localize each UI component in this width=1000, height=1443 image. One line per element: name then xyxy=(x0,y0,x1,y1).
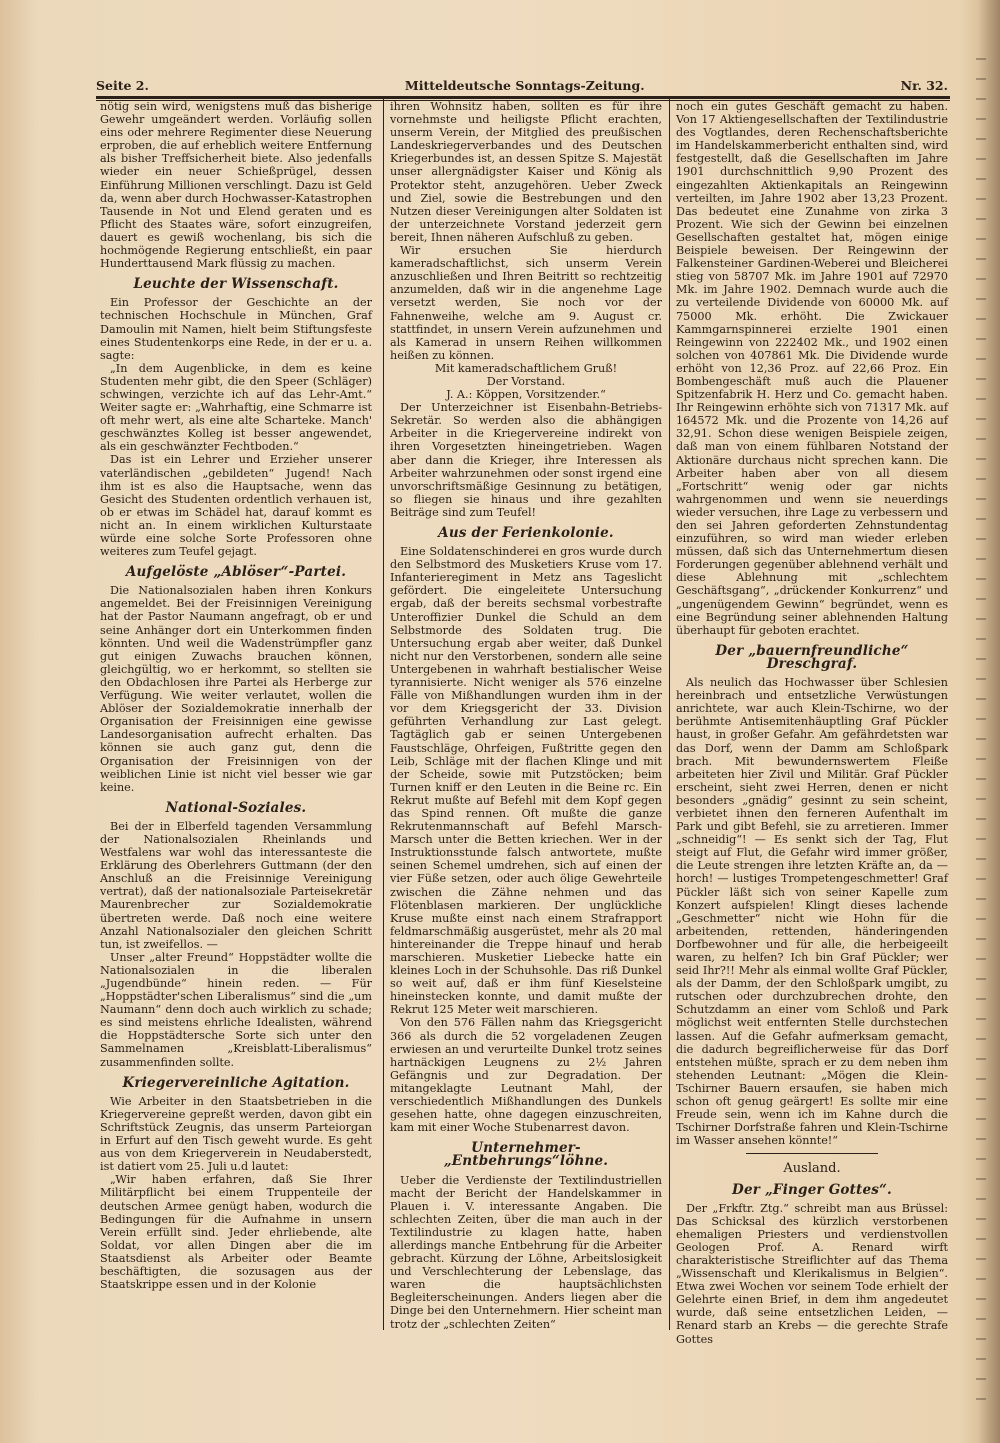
page-header xyxy=(96,76,948,94)
newspaper-title: Mitteldeutsche Sonntags-Zeitung. xyxy=(404,77,645,93)
signature-line: J. A.: Köppen, Vorsitzender.“ xyxy=(446,388,606,402)
paragraph: noch ein gutes Geschäft gemacht zu haben. Von 17 Aktiengesellschaften der Textilindustrie des Vogtlandes, deren Rechenschaftsberichte im Handelskammerbericht enthalten sind, wird festgestellt, daß die Gesellschaften im Jahre 1901 durchschnittlich 9,90 Prozent des eingezahlten Aktienkapitals an Reingewinn verteilten, im Jahre 1902 aber 13,23 Prozent. Das bedeutet eine Zunahme von zirka 3 Prozent. Wie sich der Gewinn bei einzelnen Gesellschaften gestaltet hat, mögen einige Beispiele beweisen. Der Reingewinn der Falkensteiner Gardinen-Weberei und Bleicherei stieg von 58707 Mk. im Jahre 1901 auf 72970 Mk. im Jahre 1902. Demnach wurde auch die zu verteilende Dividende von 60000 Mk. auf 75000 Mk. erhöht. Die Zwickauer Kammgarnspinnerei erzielte 1901 einen Reingewinn von 222402 Mk., und 1902 einen solchen von 407861 Mk. Die Dividende wurde erhöht von 12,36 Proz. auf 22,66 Proz. Ein Bombengeschäft muß auch die Plauener Spitzenfabrik H. Herz und Co. gemacht haben. Ihr Reingewinn erhöhte sich von 71317 Mk. auf 164572 Mk. und die Prozente von 14,26 auf 32,91. Schon diese wenigen Beispiele zeigen, daß man von einem fühlbaren Notstand der Aktionäre durchaus nicht sprechen kann. Die Arbeiter haben aber von all diesem „Fortschritt“ wenig oder gar nichts wahrgenommen und wenn sie neuerdings wieder versuchen, ihre Lage zu verbessern und den sei Jahren geforderten Zehnstundentag einzuführen, so wird man wieder erleben müssen, daß sich das Unternehmertum diesen Forderungen gegenüber ablehnend verhält und diese Ablehnung mit „schlechtem Geschäftsgang“, „drückender Konkurrenz“ und „ungenügendem Gewinn“ begründet, wenn es eine Begründung seiner ablehnenden Haltung überhaupt für geboten erachtet. xyxy=(676,100,948,637)
paragraph: Bei der in Elberfeld tagenden Versammlung der Nationalsozialen Rheinlands und Westfalens war wohl das interessanteste die Erklärung des Oberlehrers Guttmann (der den Anschluß an die Freisinnige Vereinigung vertrat), daß der nationalsoziale Parteisekretär Maurenbrecher zur Sozialdemokratie übertreten werde. Daß noch eine weitere Anzahl Nationalsozialer den gleichen Schritt tun, ist zweifellos. — xyxy=(100,819,372,951)
article-heading: Der „bauernfreundliche“ Dreschgraf. xyxy=(715,642,909,672)
paragraph: Von den 576 Fällen nahm das Kriegsgericht 366 als durch die 52 vorgeladenen Zeugen erwiesen an und verurteilte Dunkel trotz seines hartnäckigen Leugnens zu 2½ Jahren Gefängnis und zur Degradation. Der mitangeklagte Leutnant Mahl, der verschiedentlich Mißhandlungen des Dunkels gesehen hatte, ohne dagegen einzuschreiten, kam mit einer Woche Stubenarrest davon. xyxy=(390,1016,662,1135)
article-heading: Unternehmer-„Entbehrungs“löhne. xyxy=(443,1140,609,1170)
column-divider-1 xyxy=(383,96,384,1330)
paragraph: „Wir haben erfahren, daß Sie Ihrer Militärpflicht bei einem Truppenteile der deutschen Armee genügt haben, wodurch die Bedingungen für die Aufnahme in unsern Verein erfüllt sind. Jeder ehrliebende, alte Soldat, vor allen Dingen aber die im Staatsdienst als Arbeiter oder Beamte beschäftigten, die sozusagen aus der Staatskrippe essen und in der Kolonie xyxy=(100,1173,372,1292)
paragraph: „In dem Augenblicke, in dem es keine Studenten mehr gibt, die den Speer (Schläger) schwingen, verzichte ich auf das Lehr-Amt.“ Weiter sagte er: „Wahrhaftig, eine Schmarre ist oft mehr wert, als eine alte Scharteke. Manch' geschwänztes Kolleg ist besser angewendet, als ein geschwänzter Fechtboden.“ xyxy=(100,361,372,454)
paragraph: Wie Arbeiter in den Staatsbetrieben in die Kriegervereine gepreßt werden, davon gibt ein Schriftstück Zeugnis, das unserm Parteiorgan in Erfurt auf den Tisch geweht wurde. Es geht aus von dem Kriegerverein in Neudaberstedt, ist datiert vom 25. Juli u.d lautet: xyxy=(100,1094,372,1174)
signature-line: Mit kameradschaftlichem Gruß! xyxy=(434,361,618,375)
article-heading: Der „Finger Gottes“. xyxy=(732,1181,892,1198)
paragraph: Als neulich das Hochwasser über Schlesien hereinbrach und entsetzliche Verwüstungen anrichtete, war auch Klein-Tschirne, wo der berühmte Antisemitenhäuptling Graf Pückler haust, in großer Gefahr. Am gefährdetsten war das Dorf, wenn der Damm am Schloßpark brach. Mit bewundernswertem Fleiße arbeiteten hier Zivil und Militär. Graf Pückler erscheint, sieht zwei Herren, denen er nicht besonders „gnädig“ gesinnt zu sein scheint, verbietet ihnen den ferneren Aufenthalt im Park und gibt Befehl, sie zu arretieren. Immer „schneidig“! — Es senkt sich der Tag, Flut steigt auf Flut, die Gefahr wird immer größer, die Leute strengen ihre letzten Kräfte an, da — horch! — lustiges Trompetengeschmetter! Graf Pückler läßt sich von seiner Kapelle zum Konzert aufspielen! Klingt dieses lachende „Geschmetter“ nicht wie Hohn für die arbeitenden, rettenden, händeringenden Dorfbewohner und für alle, die herbeigeeilt waren, zu helfen? Ich bin Graf Pückler; wer seid Ihr?!! Mehr als einmal wollte Graf Pückler, als der Damm, der den Schloßpark umgibt, zu rutschen oder durchzubrechen drohte, den Schutzdamm an einer vom Schloß und Park möglichst weit entfernten Stelle durchstechen lassen. Auf die Gefahr aufmerksam gemacht, die dadurch begreiflicherweise für das Dorf entstehen müßte, sprach er zu dem neben ihm stehenden Leutnant: „Mögen die Klein-Tschirner Bauern ersaufen, sie haben mich schon oft genug geärgert! Es sollte mir eine Freude sein, wenn ich im Kahne durch die Tschirner Dorfstraße fahren und Klein-Tschirne im Wasser ansehen könnte!“ xyxy=(676,676,948,1148)
section-heading: Ausland. xyxy=(783,1161,841,1177)
paragraph: Die Nationalsozialen haben ihren Konkurs angemeldet. Bei der Freisinnigen Vereinigung hat der Pastor Naumann angefragt, ob er und seine Anhänger dort ein Unterkommen finden könnten. Und weil die Wadenstrümpfler ganz gut einigen Zuwachs brauchen können, gleichgültig, wo er herkommt, so stellten sie den Obdachlosen ihre Partei als Herberge zur Verfügung. Wie weiter verlautet, wollen die Ablöser der Sozialdemokratie innerhalb der Organisation der Freisinnigen eine gewisse Landesorganisation aufrecht erhalten. Das können sie auch ganz gut, denn die Organisation der Freisinnigen von der weiblichen Linie ist nicht viel besser wie gar keine. xyxy=(100,584,372,794)
article-heading: Kriegervereinliche Agitation. xyxy=(122,1074,350,1091)
column-1 xyxy=(100,100,372,1330)
paragraph: Der Unterzeichner ist Eisenbahn-Betriebs-Sekretär. So werden also die abhängigen Arbeiter in die Kriegervereine indirekt von ihren Vorgesetzten hineingetrieben. Wagen aber dann die Krieger, ihre Interessen als Arbeiter wahrzunehmen oder sonst irgend eine unvorschriftsmäßige Gesinnung zu betätigen, so fliegen sie hinaus und ihre gezahlten Beiträge sind zum Teufel! xyxy=(390,401,662,519)
column-divider-2 xyxy=(669,96,670,1330)
article-heading: National-Soziales. xyxy=(165,799,307,816)
paragraph: Ein Professor der Geschichte an der technischen Hochschule in München, Graf Damoulin mit Namen, hielt beim Stiftungsfeste eines Studentenkorps eine Rede, in der er u. a. sagte: xyxy=(100,296,372,362)
paragraph: ihren Wohnsitz haben, sollten es für ihre vornehmste und heiligste Pflicht erachten, unserm Verein, der Mitglied des preußischen Landeskriegerverbandes und des Deutschen Kriegerbundes ist, an dessen Spitze S. Majestät unser allergnädigster Kaiser und König als Protektor steht, anzugehören. Ueber Zweck und Ziel, sowie die Bestrebungen und den Nutzen dieser Vereinigungen alter Soldaten ist der unterzeichnete Vorstand jederzeit gern bereit, Ihnen näheren Aufschluß zu geben. xyxy=(390,100,662,244)
paragraph: Der „Frkftr. Ztg.“ schreibt man aus Brüssel: Das Schicksal des kürzlich verstorbenen ehemaligen Priesters und verdienstvollen Geologen Prof. A. Renard wirft charakteristische Streiflichter auf das Thema „Wissenschaft und Klerikalismus in Belgien“. Etwa zwei Wochen vor seinem Tode erhielt der Gelehrte einen Brief, in dem ihm angedeutet wurde, daß seine entsetzlichen Leiden, — Renard starb an Krebs — die gerechte Strafe Gottes xyxy=(676,1201,948,1346)
paragraph: Ueber die Verdienste der Textilindustriellen macht der Bericht der Handelskammer in Plauen i. V. interessante Angaben. Die schlechten Zeiten, über die man auch in der Textilindustrie zu klagen hatte, haben allerdings manche Entbehrung für die Arbeiter gebracht. Kürzung der Löhne, Arbeitslosigkeit und Verschlechterung der Lebenslage, das waren die hauptsächlichsten Begleiterscheinungen. Anders liegen aber die Dinge bei den Unternehmern. Hier scheint man trotz der „schlechten Zeiten“ xyxy=(390,1173,662,1331)
signature-line: Der Vorstand. xyxy=(486,374,566,388)
paragraph: Unser „alter Freund“ Hoppstädter wollte die Nationalsozialen in die liberalen „Jugendbünde“ hinein reden. — Für „Hoppstädter'schen Liberalismus“ sind die „um Naumann“ denn doch auch wirklich zu schade; es sind meistens ehrliche Idealisten, während die Hoppstädtersche Sorte sich unter den Sammelnamen „Kreisblatt-Liberalismus“ zusammenfinden sollte. xyxy=(100,950,372,1069)
header-rule xyxy=(96,96,950,99)
page-number: Seite 2. xyxy=(96,77,149,93)
paragraph: Eine Soldatenschinderei en gros wurde durch den Selbstmord des Musketiers Kruse vom 17. Infanterieregiment in Metz ans Tageslicht gefördert. Die eingeleitete Untersuchung ergab, daß der bereits sechsmal vorbestrafte Unteroffizier Dunkel die Schuld an dem Selbstmorde des Soldaten trug. Die Untersuchung ergab aber weiter, daß Dunkel nicht nur den Verstorbenen, sondern alle seine Untergebenen in wahrhaft bestialischer Weise tyrannisierte. Nicht weniger als 576 einzelne Fälle von Mißhandlungen wurden ihm in der vor dem Kriegsgericht der 33. Division geführten Verhandlung zur Last gelegt. Tagtäglich gab er seinen Untergebenen Faustschläge, Ohrfeigen, Fußtritte gegen den Leib, Schläge mit der flachen Klinge und mit der Scheide, sowie mit Putzstöcken; beim Turnen kniff er den Leuten in die Beine rc. Ein Rekrut mußte auf Befehl mit dem Kopf gegen das Spind rennen. Oft mußte die ganze Rekrutenmannschaft auf Befehl Marsch-Marsch unter die Betten kriechen. Wer in der Instruktionsstunde falsch antwortete, mußte seinen Schemel umdrehen, sich auf einen der vier Füße setzen, oder auch ölige Gewehrteile zwischen die Zähne nehmen und das Flötenblasen markieren. Der unglückliche Kruse mußte einst nach einem Strafrapport feldmarschmäßig ausgerüstet, mehr als 20 mal hintereinander die Treppe hinauf und herab marschieren. Musketier Liebecke hatte ein kleines Loch in der Schuhsohle. Das riß Dunkel so weit auf, daß er ihm fünf Kieselsteine hineinstecken konnte, und damit mußte der Rekrut 125 Meter weit marschieren. xyxy=(390,545,662,1017)
paragraph: Das ist ein Lehrer und Erzieher unserer vaterländischen „gebildeten“ Jugend! Nach ihm ist es also die Hauptsache, wenn das Gesicht des Studenten ordentlich verhauen ist, ob er etwas im Schädel hat, darauf kommt es nicht an. In einem wirklichen Kulturstaate würde eine solche Sorte Professoren ohne weiteres zum Teufel gejagt. xyxy=(100,453,372,559)
section-rule xyxy=(746,1153,878,1154)
page-edge-shadow xyxy=(978,0,1000,1443)
article-heading: Aufgelöste „Ablöser“-Partei. xyxy=(125,564,347,581)
column-3 xyxy=(676,100,948,1346)
column-2 xyxy=(390,100,662,1330)
paragraph: Wir ersuchen Sie hierdurch kameradschaftlichst, sich unserm Verein anzuschließen und Ihren Beitritt so rechtzeitig anzumelden, daß wir in die angenehme Lage versetzt werden, Sie noch vor der Fahnenweihe, welche am 9. August cr. stattfindet, in unsern Verein aufzunehmen und als Kamerad in unsern Reihen willkommen heißen zu können. xyxy=(390,244,662,362)
paragraph: nötig sein wird, wenigstens muß das bisherige Gewehr umgeändert werden. Vorläufig sollen eins oder mehrere Regimenter diese Neuerung erproben, die auf erheblich weitere Entfernung als bisher Treffsicherheit biete. Also jedenfalls wieder ein neuer Schießprügel, dessen Einführung Millionen verschlingt. Dazu ist Geld da, wenn aber durch Hochwasser-Katastrophen Tausende in Not und Elend geraten und es Pflicht des Staates wäre, sofort einzugreifen, dauert es gewiß wochenlang, bis sich die hochmögende Regierung entschließt, ein paar Hunderttausend Mark flüssig zu machen. xyxy=(100,100,372,271)
article-heading: Leuchte der Wissenschaft. xyxy=(133,276,339,293)
article-heading: Aus der Ferienkolonie. xyxy=(438,525,614,541)
issue-number: Nr. 32. xyxy=(900,77,948,93)
